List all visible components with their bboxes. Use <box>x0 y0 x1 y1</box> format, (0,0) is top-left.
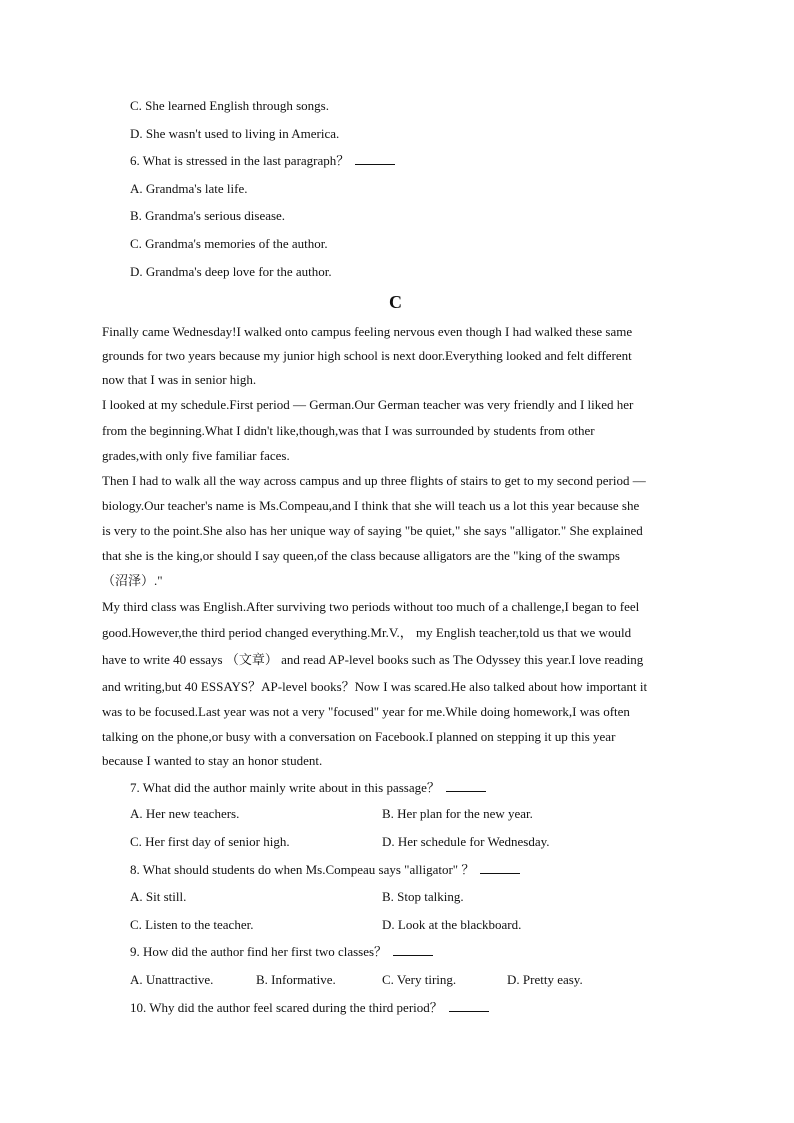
q7-option-d: D. Her schedule for Wednesday. <box>382 834 550 849</box>
passage-line: Finally came Wednesday!I walked onto campus feeling nervous even though I had walked these same <box>102 324 633 339</box>
q9-option-a: A. Unattractive. <box>130 972 214 987</box>
q8-option-a: A. Sit still. <box>130 889 187 904</box>
answer-blank <box>446 780 486 792</box>
answer-blank <box>393 944 433 956</box>
passage-line: from the beginning.What I didn't like,though,was that I was surrounded by students from other <box>102 423 595 438</box>
question-6-text: 6. What is stressed in the last paragraph？ <box>130 153 350 168</box>
q6-option-a: A. Grandma's late life. <box>130 181 248 196</box>
passage-line: was to be focused.Last year was not a very "focused" year for me.While doing homework,I was often <box>102 704 630 719</box>
question-10-text: 10. Why did the author feel scared during the third period？ <box>130 1000 443 1015</box>
passage-line: now that I was in senior high. <box>102 372 257 387</box>
passage-line: and writing,but 40 ESSAYS？AP-level books？Now I was scared.He also talked about how important it <box>102 679 648 694</box>
passage-line: good.However,the third period changed everything.Mr.V.， my English teacher,told us that we would <box>102 625 632 640</box>
question-7 <box>130 780 486 796</box>
passage-line: Then I had to walk all the way across campus and up three flights of stairs to get to my second period — <box>102 473 646 488</box>
q7-option-c: C. Her first day of senior high. <box>130 834 290 849</box>
answer-blank <box>355 153 395 165</box>
option-d-prev: D. She wasn't used to living in America. <box>130 126 340 141</box>
section-heading: C <box>389 292 402 312</box>
q8-option-c: C. Listen to the teacher. <box>130 917 254 932</box>
q7-option-b: B. Her plan for the new year. <box>382 806 533 821</box>
question-6 <box>130 153 395 169</box>
answer-blank <box>449 1000 489 1012</box>
passage-line: talking on the phone,or busy with a conversation on Facebook.I planned on stepping it up this year <box>102 729 616 744</box>
passage-line: that she is the king,or should I say queen,of the class because alligators are the "king of the swamps <box>102 548 620 563</box>
passage-line: My third class was English.After surviving two periods without too much of a challenge,I began to feel <box>102 599 640 614</box>
question-9 <box>130 944 433 960</box>
q9-option-b: B. Informative. <box>256 972 336 987</box>
q8-option-d: D. Look at the blackboard. <box>382 917 522 932</box>
option-c-prev: C. She learned English through songs. <box>130 98 329 113</box>
passage-line: grades,with only five familiar faces. <box>102 448 290 463</box>
question-9-text: 9. How did the author find her first two classes？ <box>130 944 388 959</box>
q9-option-d: D. Pretty easy. <box>507 972 583 987</box>
question-10 <box>130 1000 489 1016</box>
passage-line: I looked at my schedule.First period — German.Our German teacher was very friendly and I liked her <box>102 397 634 412</box>
q8-option-b: B. Stop talking. <box>382 889 464 904</box>
passage-line: because I wanted to stay an honor student. <box>102 753 323 768</box>
passage-line: （沼泽）." <box>102 573 163 588</box>
q7-option-a: A. Her new teachers. <box>130 806 240 821</box>
passage-line: grounds for two years because my junior high school is next door.Everything looked and felt different <box>102 348 632 363</box>
q6-option-d: D. Grandma's deep love for the author. <box>130 264 332 279</box>
question-7-text: 7. What did the author mainly write about in this passage？ <box>130 780 440 795</box>
answer-blank <box>480 862 520 874</box>
passage-line: biology.Our teacher's name is Ms.Compeau,and I think that she will teach us a lot this year because she <box>102 498 640 513</box>
q6-option-c: C. Grandma's memories of the author. <box>130 236 328 251</box>
q6-option-b: B. Grandma's serious disease. <box>130 208 286 223</box>
question-8 <box>130 862 520 878</box>
passage-line: have to write 40 essays （文章） and read AP-level books such as The Odyssey this year.I love reading <box>102 652 644 667</box>
question-8-text: 8. What should students do when Ms.Compeau says "alligator" ？ <box>130 862 475 877</box>
q9-option-c: C. Very tiring. <box>382 972 457 987</box>
passage-line: is very to the point.She also has her unique way of saying "be quiet," she says "alligator." She explained <box>102 523 643 538</box>
